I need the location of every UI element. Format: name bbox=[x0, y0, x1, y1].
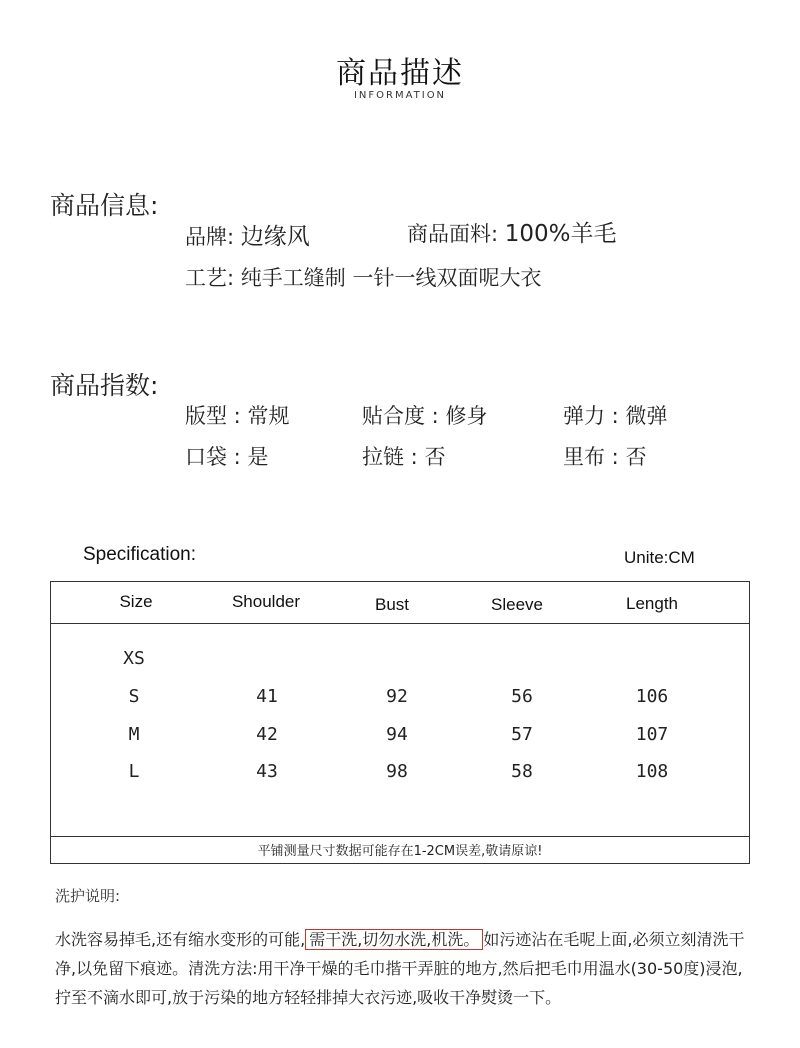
table-cell-bust: 92 bbox=[386, 686, 408, 707]
brand-value: 边缘风 bbox=[240, 224, 310, 250]
index-label: 弹力 : bbox=[563, 404, 619, 428]
care-text-intro: 水洗容易掉毛,还有缩水变形的可能, bbox=[55, 930, 306, 949]
index-label: 口袋 : bbox=[185, 445, 241, 469]
brand-field bbox=[185, 218, 310, 251]
index-label: 贴合度 : bbox=[362, 404, 439, 428]
craft-field bbox=[185, 262, 541, 292]
index-heading: 商品指数: bbox=[50, 371, 159, 400]
column-header-length: Length bbox=[626, 594, 678, 613]
table-cell-size: M bbox=[128, 724, 140, 745]
info-heading: 商品信息: bbox=[50, 191, 159, 220]
unit-label: Unite:CM bbox=[624, 548, 695, 567]
brand-label: 品牌: bbox=[185, 225, 235, 249]
size-table bbox=[50, 581, 750, 864]
table-cell-sleeve: 58 bbox=[511, 761, 533, 782]
craft-value: 纯手工缝制 一针一线双面呢大衣 bbox=[240, 266, 542, 290]
column-header-bust: Bust bbox=[374, 595, 410, 614]
index-item-pocket bbox=[185, 441, 268, 471]
spec-heading: Specification: bbox=[83, 544, 197, 565]
index-value: 否 bbox=[625, 445, 647, 469]
craft-label: 工艺: bbox=[185, 266, 235, 290]
measurement-note: 平铺测量尺寸数据可能存在1-2CM误差,敬请原谅! bbox=[257, 844, 543, 859]
table-cell-length: 108 bbox=[635, 761, 669, 782]
index-item-fit bbox=[185, 400, 289, 430]
fabric-field bbox=[407, 215, 617, 248]
table-cell-size: L bbox=[128, 761, 140, 782]
index-item-fitness bbox=[362, 400, 487, 430]
table-cell-length: 106 bbox=[635, 686, 669, 707]
index-value: 是 bbox=[247, 445, 269, 469]
index-label: 拉链 : bbox=[362, 445, 418, 469]
care-instructions bbox=[55, 925, 755, 1012]
fabric-label: 商品面料: bbox=[407, 222, 499, 246]
index-value: 修身 bbox=[445, 404, 488, 428]
table-cell-shoulder: 41 bbox=[256, 686, 278, 707]
index-value: 微弹 bbox=[625, 404, 668, 428]
header-divider bbox=[51, 623, 749, 624]
index-label: 里布 : bbox=[563, 445, 619, 469]
index-item-zipper bbox=[362, 441, 445, 471]
page-subtitle: INFORMATION bbox=[353, 90, 447, 101]
index-item-lining bbox=[563, 441, 646, 471]
table-cell-shoulder: 43 bbox=[256, 761, 278, 782]
footer-divider bbox=[51, 836, 749, 837]
table-cell-sleeve: 56 bbox=[511, 686, 533, 707]
index-item-elasticity bbox=[563, 400, 667, 430]
table-cell-sleeve: 57 bbox=[511, 724, 533, 745]
page-title: 商品描述 bbox=[336, 56, 464, 91]
table-cell-length: 107 bbox=[635, 724, 669, 745]
index-label: 版型 : bbox=[185, 404, 241, 428]
care-title: 洗护说明: bbox=[55, 887, 121, 905]
care-highlight: 需干洗,切勿水洗,机洗。 bbox=[305, 929, 483, 950]
table-cell-bust: 98 bbox=[386, 761, 408, 782]
table-cell-shoulder: 42 bbox=[256, 724, 278, 745]
table-cell-bust: 94 bbox=[386, 724, 408, 745]
care-text-detail: 如污迹沾在毛呢上面,必须立刻清洗干净,以免留下痕迹。清洗方法:用干净干燥的毛巾揩干弄脏的地方,然后把毛巾用温水(30-50度)浸泡,拧至不滴水即可,放于污染的地方轻轻排掉大衣污迹,吸收干净熨烫一下。 bbox=[55, 930, 745, 1007]
table-cell-size: XS bbox=[123, 648, 145, 669]
column-header-shoulder: Shoulder bbox=[231, 592, 301, 611]
fabric-value: 100%羊毛 bbox=[504, 221, 617, 247]
index-value: 常规 bbox=[247, 404, 290, 428]
table-cell-size: S bbox=[128, 686, 140, 707]
index-value: 否 bbox=[424, 445, 446, 469]
column-header-sleeve: Sleeve bbox=[491, 595, 543, 614]
column-header-size: Size bbox=[119, 592, 153, 611]
